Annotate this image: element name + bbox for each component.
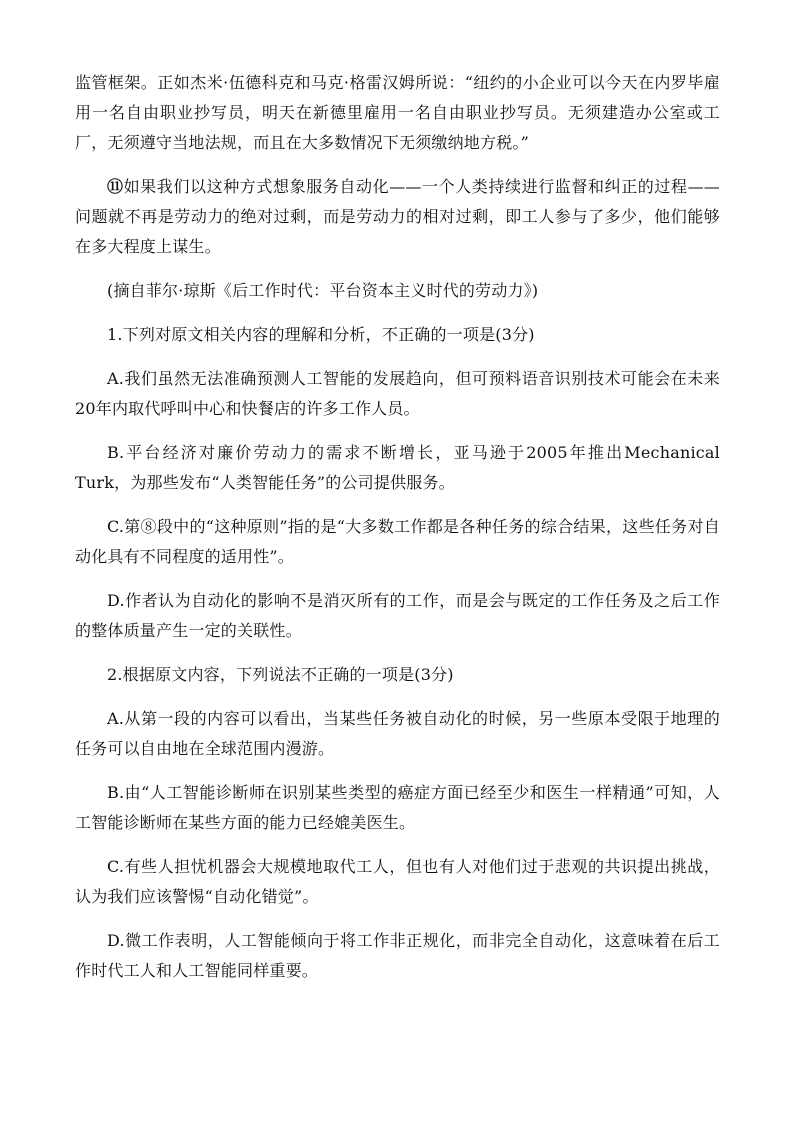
document-content <box>75 68 720 986</box>
question-2-option-a: A.从第一段的内容可以看出，当某些任务被自动化的时候，另一些原本受限于地理的任务可以自由地在全球范围内漫游。 <box>75 709 720 758</box>
paragraph-number-marker: ⑪ <box>107 177 124 196</box>
question-1-option-d: D.作者认为自动化的影响不是消灭所有的工作，而是会与既定的工作任务及之后工作的整体质量产生一定的关联性。 <box>75 591 720 640</box>
question-1-stem: 1.下列对原文相关内容的理解和分析，不正确的一项是(3分) <box>107 325 535 344</box>
paragraph-11-text: 如果我们以这种方式想象服务自动化——一个人类持续进行监督和纠正的过程——问题就不再是劳动力的绝对过剩，而是劳动力的相对过剩，即工人参与了多少，他们能够在多大程度上谋生。 <box>75 177 721 256</box>
question-2-stem: 2.根据原文内容，下列说法不正确的一项是(3分) <box>107 665 454 684</box>
paragraph-11 <box>75 172 720 262</box>
paragraph-continuation: 监管框架。正如杰米·伍德科克和马克·格雷汉姆所说：“纽约的小企业可以今天在内罗毕雇用一名自由职业抄写员，明天在新德里雇用一名自由职业抄写员。无须建造办公室或工厂，无须遵守当地法规，而且在大多数情况下无须缴纳地方税。” <box>75 73 720 152</box>
question-2-option-c: C.有些人担忧机器会大规模地取代工人，但也有人对他们过于悲观的共识提出挑战，认为我们应该警惕“自动化错觉”。 <box>75 857 720 906</box>
question-2-option-b: B.由“人工智能诊断师在识别某些类型的癌症方面已经至少和医生一样精通”可知，人工智能诊断师在某些方面的能力已经媲美医生。 <box>75 783 720 832</box>
question-1-option-b: B.平台经济对廉价劳动力的需求不断增长，亚马逊于2005年推出Mechanical Turk，为那些发布“人类智能任务”的公司提供服务。 <box>75 443 720 492</box>
question-2-option-d: D.微工作表明，人工智能倾向于将工作非正规化，而非完全自动化，这意味着在后工作时代工人和人工智能同样重要。 <box>75 931 720 980</box>
source-citation: (摘自菲尔·琼斯《后工作时代：平台资本主义时代的劳动力》) <box>107 281 539 300</box>
question-1-option-c: C.第⑧段中的“这种原则”指的是“大多数工作都是各种任务的综合结果，这些任务对自动化具有不同程度的适用性”。 <box>75 517 720 566</box>
question-1-option-a: A.我们虽然无法准确预测人工智能的发展趋向，但可预料语音识别技术可能会在未来20年内取代呼叫中心和快餐店的许多工作人员。 <box>75 369 720 418</box>
